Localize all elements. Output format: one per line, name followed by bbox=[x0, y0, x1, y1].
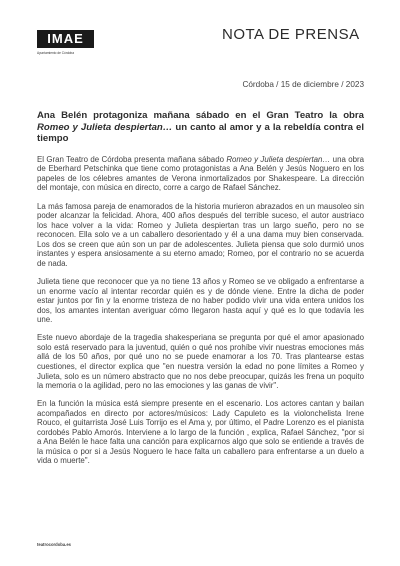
page-title: NOTA DE PRENSA bbox=[222, 26, 360, 43]
paragraph-5: En la función la música está siempre presente en el escenario. Los actores cantan y bailan acompañados en directo por actores/músicos: Lady Capuleto es la violonchelista Irene Rouco, el guitarrista José Luis Torrijo es el Ama y, por último, el Padre Lorenzo es el pianista cordobés Pablo Amorós. Interviene a lo largo de la función , explica, Rafael Sánchez, "por si a Ana Belén le hace falta una canción para explicarnos algo que solo se entiende a través de la música o por si a Jesús Noguero le hace falta un caballero para enfrentarse a un duelo a vida o muerte". bbox=[37, 399, 364, 466]
paragraph-4: Este nuevo abordaje de la tragedia shakesperiana se pregunta por qué el amor apasionado solo está reservado para la juventud, quién o qué nos prohíbe vivir nuestras emociones más allá de los 50 años, por qué uno no se puede enamorar a los 70. Tras plantearse estas cuestiones, el director explica que "en nuestra versión la edad no pone límites a Romeo y Julieta, solo es un número abstracto que no nos debe preocupar, quizás les frena un poquito la memoria o la agilidad, pero no las emociones y las ganas de vivir". bbox=[37, 333, 364, 391]
header bbox=[0, 0, 400, 70]
paragraph-1-play-title: Romeo y Julieta despiertan… bbox=[226, 154, 331, 164]
paragraph-2: La más famosa pareja de enamorados de la historia murieron abrazados en un mausoleo sin poder alcanzar la felicidad. Ahora, 400 años después del terrible suceso, el autor austriaco los hace volver a la vida: Romeo y Julieta despiertan tras un largo sueño, pero no se reconocen. Ella solo ve a un caballero desorientado y él a una dama muy bien conservada. Los dos se creen que aún son un par de adolescentes. Julieta piensa que solo durmió unos instantes y espera ansiosamente a su eterno amado; Romeo, por el contrario no se acuerda de nada. bbox=[37, 201, 364, 268]
headline bbox=[37, 110, 364, 145]
logo-text: IMAE bbox=[47, 31, 84, 46]
paragraph-1-c: una obra de Eberhard Petschinka que tiene como protagonistas a Ana Belén y Jesús Noguero en los papeles de los célebres amantes de Verona inmortalizados por Shakespeare. La dirección del montaje, con música en directo, corre a cargo de Rafael Sánchez. bbox=[37, 154, 364, 193]
paragraph-3: Julieta tiene que reconocer que ya no tiene 13 años y Romeo se ve obligado a enfrentarse a un enorme vacío al intentar recordar quién es y de dónde viene. Entre la dicha de poder estar juntos por fin y la enorme tristeza de no haber podido vivir una vida entera unidos los dos, los amantes intentan averiguar cómo llegaron hasta aquí y qué es lo que todavía les une. bbox=[37, 276, 364, 325]
footer-website[interactable]: teatrocordoba.es bbox=[37, 542, 71, 547]
paragraph-1-a: El Gran Teatro de Córdoba presenta mañana sábado bbox=[37, 154, 227, 164]
press-release-body bbox=[37, 110, 364, 475]
paragraph-1 bbox=[37, 155, 364, 193]
headline-play-title: Romeo y Julieta despiertan… bbox=[37, 121, 173, 133]
headline-part2: un canto al amor y a la rebeldía contra el tiempo bbox=[37, 121, 364, 145]
headline-part1: Ana Belén protagoniza mañana sábado en el Gran Teatro la obra bbox=[37, 110, 364, 121]
date-line: Córdoba / 15 de diciembre / 2023 bbox=[242, 80, 364, 89]
logo-subtitle: Ayuntamiento de Córdoba bbox=[37, 51, 74, 55]
imae-logo bbox=[37, 30, 94, 48]
